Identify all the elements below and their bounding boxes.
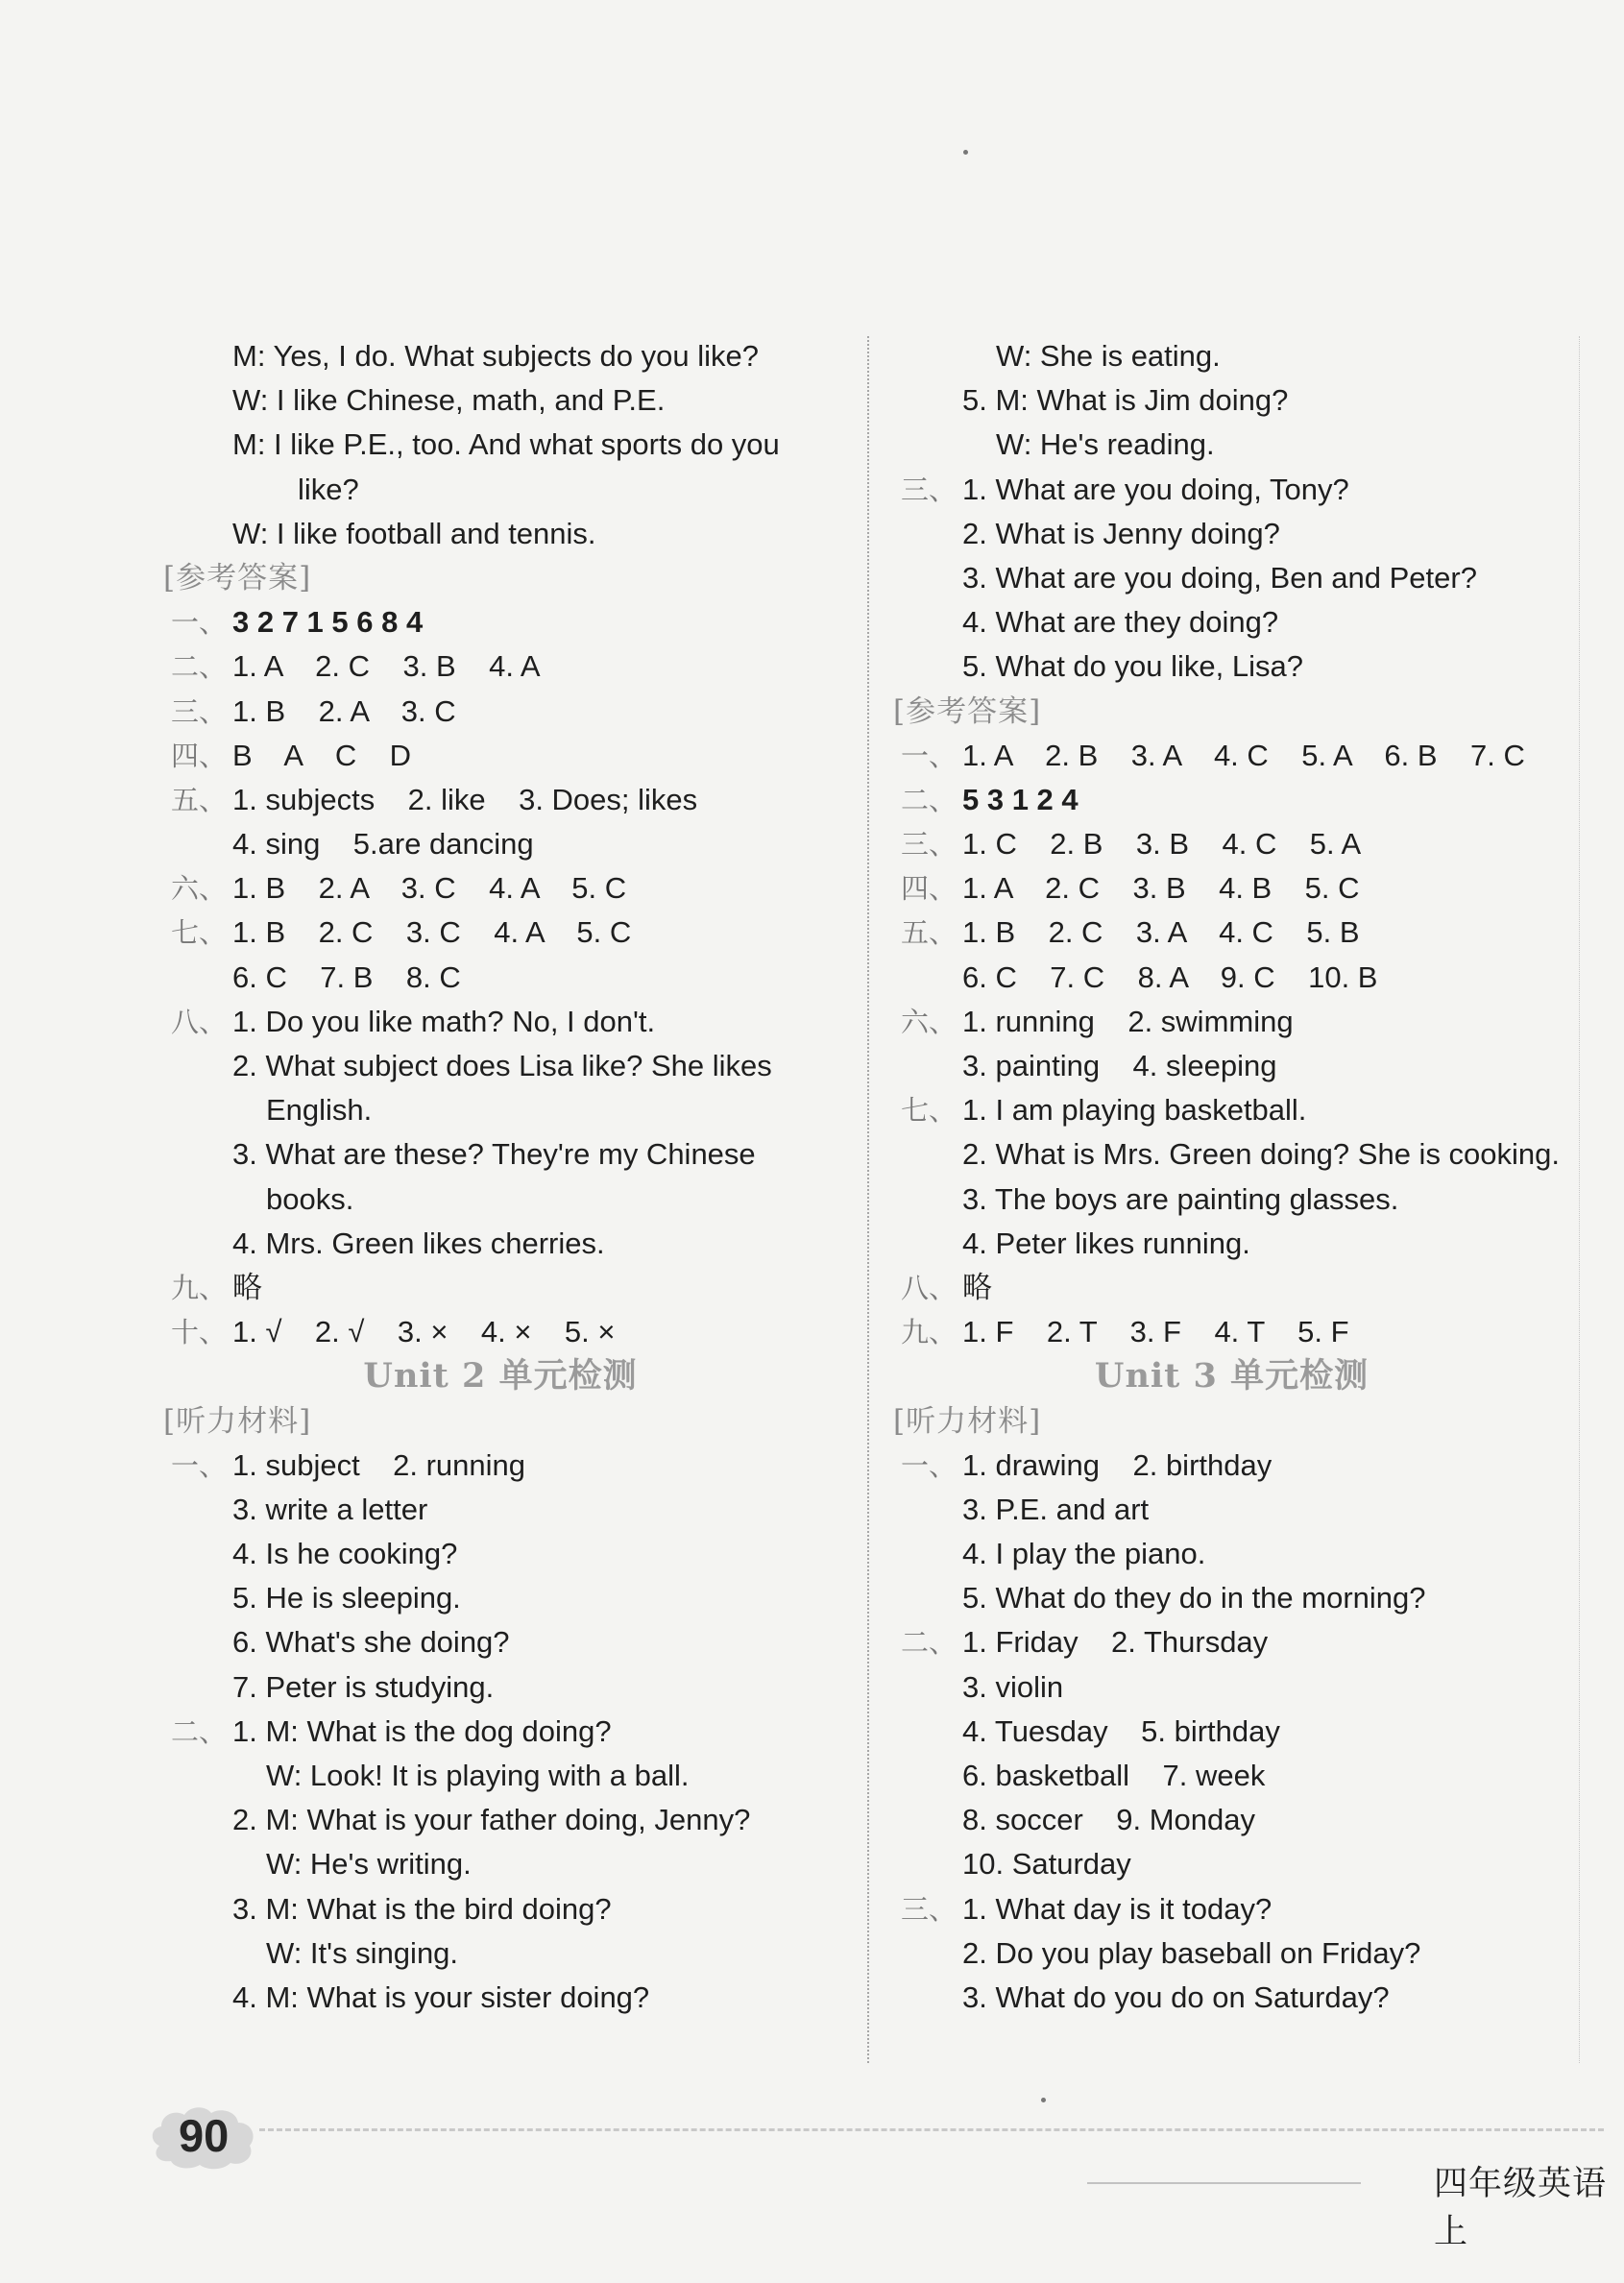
answer-line (884, 1000, 1580, 1044)
answer-line (154, 734, 847, 778)
answer-line (154, 1887, 847, 1931)
question-number: 七、 (171, 916, 228, 950)
answer-line (154, 512, 847, 556)
answer-line (884, 600, 1580, 644)
answer-line (154, 1488, 847, 1532)
answer-text: books. (266, 1181, 354, 1216)
answer-line (154, 468, 847, 512)
answer-text: 3 2 7 1 5 6 8 4 (232, 605, 424, 640)
answer-line (154, 1266, 847, 1310)
answer-line (154, 1044, 847, 1088)
answer-line (154, 1710, 847, 1754)
answer-line (884, 556, 1580, 600)
answer-text: 4. sing 5.are dancing (232, 827, 534, 862)
answer-line (884, 1665, 1580, 1710)
answer-line (884, 1532, 1580, 1576)
answer-text: 1. M: What is the dog doing? (232, 1713, 612, 1748)
answer-line (884, 512, 1580, 556)
right-edge-line (1579, 336, 1580, 2063)
answer-text: 5. M: What is Jim doing? (962, 383, 1289, 418)
answer-line (884, 1044, 1580, 1088)
question-number: 七、 (901, 1094, 957, 1128)
answer-text: like? (298, 472, 359, 506)
question-number: 二、 (901, 783, 957, 816)
answer-text: 2. Do you play baseball on Friday? (962, 1935, 1421, 1970)
answer-text: 1. What are you doing, Tony? (962, 472, 1349, 506)
unit-title: Unit 2 单元检测 (363, 1356, 638, 1397)
answer-line (154, 1798, 847, 1842)
answer-text: 5 3 1 2 4 (962, 782, 1079, 816)
answer-line (154, 334, 847, 378)
question-number: 一、 (901, 1448, 957, 1482)
answer-line (154, 690, 847, 734)
question-number: 六、 (901, 1005, 957, 1038)
answer-line (154, 1976, 847, 2020)
answer-text: 6. C 7. B 8. C (232, 959, 461, 994)
answer-line (884, 1931, 1580, 1976)
answer-text: 略 (232, 1270, 262, 1304)
answer-line (154, 378, 847, 423)
answer-text: 1. drawing 2. birthday (962, 1447, 1273, 1482)
question-number: 三、 (901, 828, 957, 862)
answer-text: 2. What is Mrs. Green doing? She is cooking. (962, 1137, 1561, 1172)
answer-line (154, 911, 847, 955)
answer-text: 1. B 2. A 3. C 4. A 5. C (232, 871, 627, 906)
question-number: 一、 (901, 739, 957, 772)
answer-line (154, 1178, 847, 1222)
answer-line (154, 866, 847, 911)
answer-text: W: He's writing. (266, 1847, 472, 1882)
answer-text: 4. Peter likes running. (962, 1226, 1250, 1260)
answer-line (154, 1310, 847, 1354)
answer-line (154, 1754, 847, 1798)
question-number: 二、 (171, 650, 228, 684)
section-heading (154, 556, 847, 600)
answer-line (154, 822, 847, 866)
answer-line (884, 822, 1580, 866)
section-heading (884, 690, 1580, 734)
answer-line (884, 1576, 1580, 1620)
answer-text: M: I like P.E., too. And what sports do you (232, 427, 780, 462)
answer-text: 8. soccer 9. Monday (962, 1803, 1255, 1837)
answer-line (884, 1444, 1580, 1488)
answer-line (154, 644, 847, 689)
answer-line (884, 1887, 1580, 1931)
answer-line (154, 1000, 847, 1044)
answer-text: 1. running 2. swimming (962, 1004, 1294, 1038)
answer-line (154, 1665, 847, 1710)
answer-line (884, 778, 1580, 822)
answer-text: 4. What are they doing? (962, 605, 1279, 640)
answer-line (884, 1132, 1580, 1177)
answer-line (884, 911, 1580, 955)
answer-text: 1. A 2. C 3. B 4. B 5. C (962, 871, 1360, 906)
question-number: 三、 (171, 694, 228, 728)
answer-text: 1. A 2. B 3. A 4. C 5. A 6. B 7. C (962, 738, 1525, 772)
unit-title: Unit 3 单元检测 (1094, 1356, 1369, 1397)
answer-text: B A C D (232, 738, 412, 772)
answer-line (154, 1222, 847, 1266)
section-heading-text: [听力材料] (163, 1403, 312, 1439)
question-number: 二、 (171, 1714, 228, 1748)
answer-text: W: I like Chinese, math, and P.E. (232, 383, 666, 418)
answer-text: 4. Mrs. Green likes cherries. (232, 1226, 605, 1260)
footer-dashed-rule (259, 2128, 1604, 2131)
answer-text: W: It's singing. (266, 1935, 459, 1970)
answer-line (884, 1976, 1580, 2020)
answer-line (884, 378, 1580, 423)
answer-line (884, 1088, 1580, 1132)
answer-text: W: He's reading. (996, 427, 1215, 462)
answer-text: 1. F 2. T 3. F 4. T 5. F (962, 1315, 1349, 1349)
question-number: 三、 (901, 473, 957, 506)
answer-text: 3. M: What is the bird doing? (232, 1891, 612, 1926)
answer-line (884, 644, 1580, 689)
answer-text: 略 (962, 1270, 992, 1304)
answer-text: 5. What do you like, Lisa? (962, 649, 1303, 684)
answer-text: 2. What subject does Lisa like? She likes (232, 1049, 772, 1082)
answer-line (884, 1488, 1580, 1532)
answer-text: 3. write a letter (232, 1492, 428, 1526)
question-number: 十、 (171, 1316, 228, 1349)
answer-line (884, 423, 1580, 467)
answer-text: 1. √ 2. √ 3. × 4. × 5. × (232, 1315, 616, 1349)
question-number: 九、 (901, 1316, 957, 1349)
question-number: 五、 (171, 783, 228, 816)
answer-text: 6. C 7. C 8. A 9. C 10. B (962, 959, 1378, 994)
speck (1041, 2098, 1046, 2102)
answer-line (884, 1710, 1580, 1754)
answer-text: W: I like football and tennis. (232, 516, 596, 550)
answer-text: 3. painting 4. sleeping (962, 1049, 1277, 1082)
answer-line (154, 423, 847, 467)
answer-text: 3. The boys are painting glasses. (962, 1181, 1399, 1216)
answer-line (884, 866, 1580, 911)
section-heading (884, 1399, 1580, 1444)
answer-text: 1. I am playing basketball. (962, 1093, 1307, 1128)
answer-line (884, 1754, 1580, 1798)
speck (963, 150, 968, 155)
answer-text: W: Look! It is playing with a ball. (266, 1759, 690, 1792)
answer-line (154, 1842, 847, 1886)
answer-text: 6. What's she doing? (232, 1625, 510, 1660)
answer-line (884, 956, 1580, 1000)
answer-line (154, 1088, 847, 1132)
answer-line (154, 1620, 847, 1664)
answer-line (884, 1798, 1580, 1842)
answer-line (884, 734, 1580, 778)
answer-line (154, 1576, 847, 1620)
section-heading (154, 1399, 847, 1444)
answer-text: 3. What are these? They're my Chinese (232, 1137, 756, 1172)
answer-line (884, 1842, 1580, 1886)
answer-text: 2. M: What is your father doing, Jenny? (232, 1803, 751, 1837)
answer-text: 3. What are you doing, Ben and Peter? (962, 560, 1477, 595)
answer-line (154, 1532, 847, 1576)
answer-line (154, 778, 847, 822)
footer-rule (1087, 2182, 1361, 2184)
answer-text: 10. Saturday (962, 1847, 1131, 1882)
column-divider (867, 336, 869, 2063)
page-number: 90 (179, 2110, 230, 2161)
right-column (884, 334, 1580, 2020)
question-number: 八、 (171, 1005, 228, 1038)
question-number: 四、 (901, 872, 957, 906)
answer-text: 6. basketball 7. week (962, 1759, 1266, 1792)
answer-text: 1. subjects 2. like 3. Does; likes (232, 782, 698, 816)
answer-line (884, 1620, 1580, 1664)
answer-text: 1. Do you like math? No, I don't. (232, 1004, 656, 1038)
answer-text: 1. C 2. B 3. B 4. C 5. A (962, 827, 1362, 862)
answer-line (884, 1266, 1580, 1310)
answer-line (884, 1222, 1580, 1266)
answer-text: 4. I play the piano. (962, 1537, 1206, 1571)
question-number: 八、 (901, 1271, 957, 1304)
answer-line (154, 600, 847, 644)
answer-text: 4. Tuesday 5. birthday (962, 1713, 1280, 1748)
question-number: 四、 (171, 739, 228, 772)
answer-text: 3. violin (962, 1669, 1064, 1704)
answer-line (154, 1444, 847, 1488)
answer-text: 1. B 2. C 3. A 4. C 5. B (962, 915, 1360, 950)
answer-line (154, 956, 847, 1000)
answer-text: 4. Is he cooking? (232, 1537, 458, 1571)
question-number: 三、 (901, 1892, 957, 1926)
question-number: 六、 (171, 872, 228, 906)
answer-text: 3. P.E. and art (962, 1492, 1150, 1526)
answer-text: 1. B 2. A 3. C (232, 693, 456, 728)
answer-text: 4. M: What is your sister doing? (232, 1979, 650, 2014)
answer-text: 1. B 2. C 3. C 4. A 5. C (232, 915, 632, 950)
answer-line (884, 334, 1580, 378)
answer-text: 1. What day is it today? (962, 1891, 1273, 1926)
book-title: 四年级英语上 (1434, 2165, 1608, 2251)
answer-text: 3. What do you do on Saturday? (962, 1979, 1390, 2014)
answer-text: W: She is eating. (996, 339, 1221, 373)
answer-text: English. (266, 1093, 373, 1128)
answer-line (884, 1178, 1580, 1222)
answer-text: 5. He is sleeping. (232, 1581, 461, 1615)
answer-line (154, 1132, 847, 1177)
question-number: 一、 (171, 606, 228, 640)
section-heading-text: [参考答案] (893, 693, 1042, 729)
section-heading-text: [听力材料] (893, 1403, 1042, 1439)
answer-text: 7. Peter is studying. (232, 1669, 495, 1704)
question-number: 一、 (171, 1448, 228, 1482)
section-heading-text: [参考答案] (163, 560, 312, 595)
answer-text: 1. subject 2. running (232, 1447, 526, 1482)
answer-line (154, 1931, 847, 1976)
answer-text: 5. What do they do in the morning? (962, 1581, 1426, 1615)
question-number: 五、 (901, 916, 957, 950)
answer-text: M: Yes, I do. What subjects do you like? (232, 339, 759, 373)
answer-line (884, 468, 1580, 512)
question-number: 二、 (901, 1626, 957, 1660)
answer-line (884, 1310, 1580, 1354)
answer-text: 1. Friday 2. Thursday (962, 1625, 1269, 1660)
answer-text: 2. What is Jenny doing? (962, 516, 1280, 550)
answer-text: 1. A 2. C 3. B 4. A (232, 649, 541, 684)
question-number: 九、 (171, 1271, 228, 1304)
left-column (154, 334, 847, 2020)
